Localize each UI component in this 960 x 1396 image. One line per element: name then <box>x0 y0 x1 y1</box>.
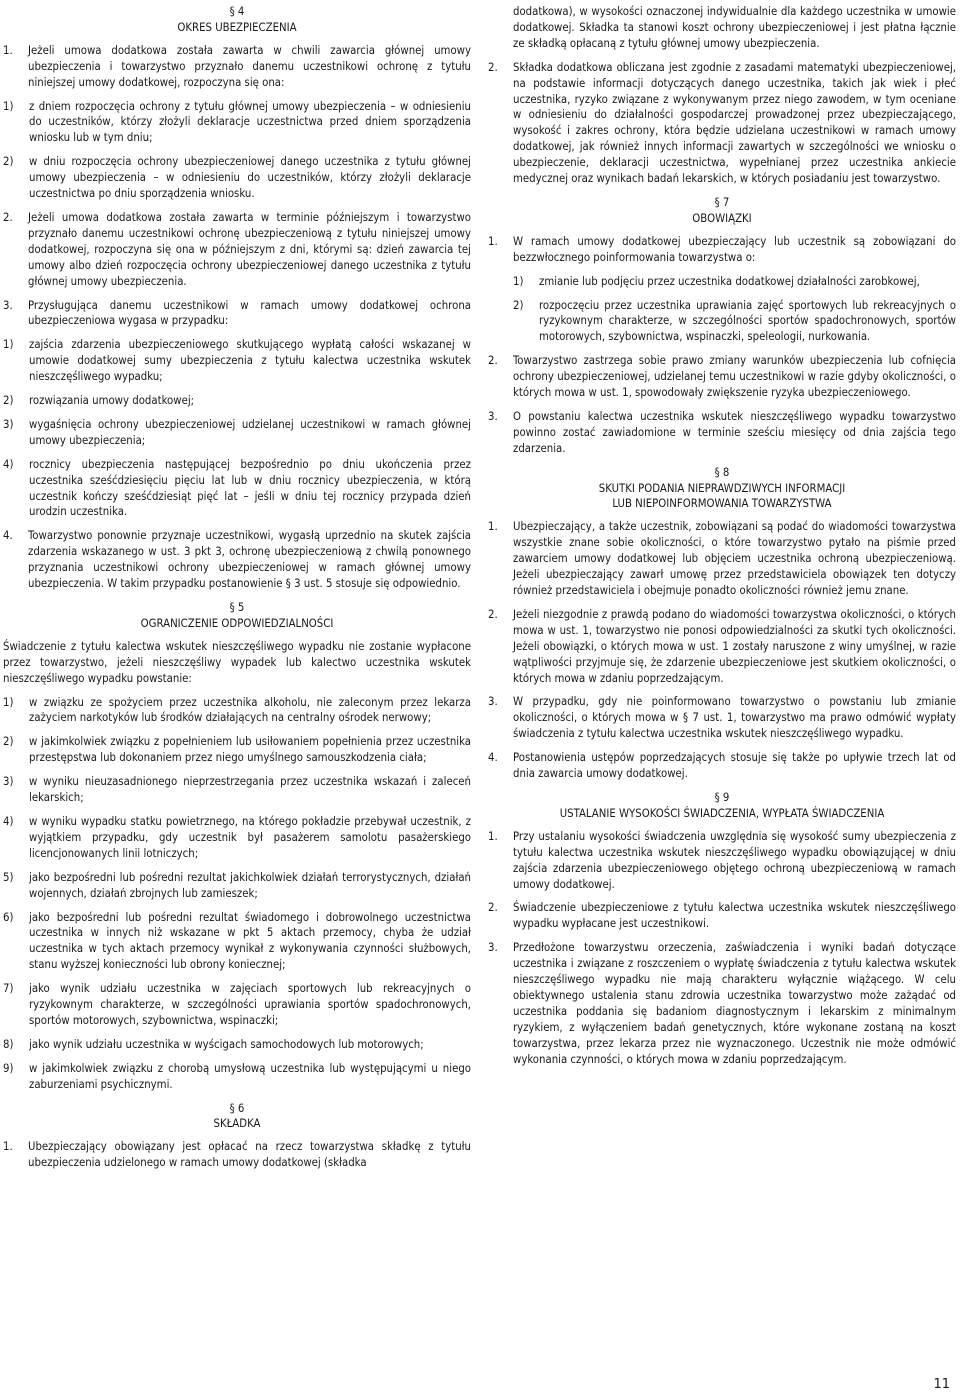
item-number: 8) <box>3 1037 14 1051</box>
page-number: 11 <box>933 1377 950 1392</box>
item-number: 2) <box>3 735 14 749</box>
paragraph-text: Ubezpieczający obowiązany jest opłacać na rzecz towarzystwa składkę z tytułu ubezpieczenia udzielonego w ramach umowy dodatkowej (składka <box>28 1140 471 1170</box>
section-title-line-2: LUB NIEPOINFORMOWANIA TOWARZYSTWA <box>612 497 832 511</box>
paragraph-number: 1. <box>488 234 498 248</box>
paragraph-number: 1. <box>3 1140 13 1154</box>
section-number: § 7 <box>714 195 730 209</box>
item-text: jako wynik udziału uczestnika w zajęciach sportowych lub rekreacyjnych o ryzykownym charakterze, w szczególności uprawiania sportów spadochronowych, sportów motorowych, szybownictwa, wspinaczki; <box>29 982 471 1027</box>
section-title: SKUTKI PODANIA NIEPRAWDZIWYCH INFORMACJI <box>598 481 846 495</box>
s6-paragraph-2 <box>488 60 956 187</box>
item-text: rozpoczęciu przez uczestnika uprawiania zajęć sportowych lub rekreacyjnych o ryzykownym charakterze, w szczególności sportów spadochronowych, sportów motorowych, szybownictwa, wspinaczki, speleologii, nurkowania. <box>539 298 956 344</box>
paragraph-number: 3. <box>488 409 498 423</box>
section-number: § 9 <box>714 790 730 804</box>
paragraph-text: Postanowienia ustępów poprzedzających stosuje się także po upływie trzech lat od dnia zawarcia umowy dodatkowej. <box>513 751 956 781</box>
section-title: SKŁADKA <box>213 1117 261 1131</box>
paragraph-text: O powstaniu kalectwa uczestnika wskutek nieszczęśliwego wypadku towarzystwo powinno zostać zawiadomione w terminie sześciu miesięcy od dnia zajścia tego zdarzenia. <box>513 409 956 455</box>
paragraph-number: 1. <box>488 829 498 843</box>
paragraph-number: 2. <box>488 60 498 74</box>
s6-paragraph-1-continued <box>488 4 956 52</box>
s7-paragraph-3 <box>488 409 956 457</box>
paragraph-text: Składka dodatkowa obliczana jest zgodnie z zasadami matematyki ubezpieczeniowej, na podstawie informacji dotyczących danego uczestnika, takich jak wiek i płeć uczestnika, ryzyko związane z wykonywanym przez niego zawodem, w tym oceniane w odniesieniu do działalności gospodarczej prowadzonej przez ubezpieczającego, wysokość i zakres ochrony, która będzie udzielana uczestnikowi w ramach umowy dodatkowej, jak również innych informacji zawartych w szczególności we wniosku o ubezpieczenie, deklaracji uczestnictwa, wypełnianej przez uczestnika ankiecie medycznej oraz wynikach badań lekarskich, w których posiadaniu jest towarzystwo. <box>513 60 956 186</box>
list-item <box>3 981 471 1029</box>
list-item <box>3 814 471 862</box>
s9-paragraph-1 <box>488 829 956 893</box>
paragraph-number: 2. <box>488 607 498 621</box>
s8-paragraph-1 <box>488 519 956 599</box>
s4-p3-list <box>3 337 471 520</box>
list-item <box>3 774 471 806</box>
s5-list <box>3 695 471 1093</box>
list-item <box>513 274 956 290</box>
paragraph-number: 3. <box>3 298 13 312</box>
s7-paragraph-2 <box>488 353 956 401</box>
section-5-heading <box>3 600 471 632</box>
s8-paragraph-4 <box>488 750 956 782</box>
paragraph-number: 2. <box>488 901 498 915</box>
paragraph-number: 4. <box>488 751 498 765</box>
item-number: 1) <box>3 695 14 709</box>
item-text: rocznicy ubezpieczenia następującej bezpośrednio po dniu ukończenia przez uczestnika sześćdziesięciu pięciu lat lub w dniu rocznicy ubezpieczenia, w którą uczestnik kończy sześćdziesiąt pięć lat – jeśli w dniu tej rocznicy przypada dzień urodzin uczestnika. <box>29 457 471 519</box>
paragraph-number: 3. <box>488 941 498 955</box>
item-text: w związku ze spożyciem przez uczestnika alkoholu, nie zaleconym przez lekarza zażyciem narkotyków lub środków działających na centralny ośrodek nerwowy; <box>29 695 471 725</box>
section-7-heading <box>488 195 956 227</box>
paragraph-number: 3. <box>488 695 498 709</box>
item-number: 1) <box>513 274 524 288</box>
section-4-heading <box>3 4 471 36</box>
s4-paragraph-3 <box>3 298 471 521</box>
item-number: 3) <box>3 775 14 789</box>
list-item <box>3 99 471 147</box>
section-number: § 8 <box>714 465 730 479</box>
paragraph-text: Ubezpieczający, a także uczestnik, zobowiązani są podać do wiadomości towarzystwa wszystkie znane sobie okoliczności, o które towarzystwo pytało na piśmie przed zawarciem umowy dodatkowej lub objęciem uczestnika ochroną ubezpieczeniową. Jeżeli ubezpieczający zawarł umowę przez przedstawiciela obowiązek ten dotyczy również przedstawiciela i obejmuje ponadto okoliczności również jemu znane. <box>513 520 956 597</box>
item-number: 4) <box>3 814 14 828</box>
left-column <box>3 4 471 1179</box>
paragraph-text: Jeżeli umowa dodatkowa została zawarta w terminie późniejszym i towarzystwo przyznało danemu uczestnikowi ochronę ubezpieczeniową z tytułu niniejszej umowy dodatkowej, rozpoczyna się ona w późniejszym z dni, którymi są: dzień zawarcia tej umowy albo dzień rozpoczęcia ochrony ubezpieczeniowej danego uczestnika z tytułu głównej umowy ubezpieczenia. <box>28 210 471 288</box>
s7-p1-list <box>513 274 956 346</box>
list-item <box>3 337 471 385</box>
paragraph-text: Towarzystwo zastrzega sobie prawo zmiany warunków ubezpieczenia lub cofnięcia ochrony ubezpieczeniowej, udzielanej temu uczestnikowi w razie gdyby okoliczności, o których mowa w ust. 1, spowodowały zwiększenie ryzyka ubezpieczeniowego. <box>513 354 956 400</box>
section-9-heading <box>488 790 956 822</box>
paragraph-number: 4. <box>3 529 13 543</box>
item-text: w dniu rozpoczęcia ochrony ubezpieczeniowej danego uczestnika z tytułu głównej umowy ubezpieczenia – w odniesieniu do uczestników, którzy złożyli deklaracje uczestnictwa po dniu sporządzenia wniosku. <box>29 155 471 201</box>
list-item <box>3 1061 471 1093</box>
s4-paragraph-1 <box>3 43 471 202</box>
section-title: USTALANIE WYSOKOŚCI ŚWIADCZENIA, WYPŁATA ŚWIADCZENIA <box>559 806 885 820</box>
item-number: 7) <box>3 982 14 996</box>
list-item <box>3 870 471 902</box>
list-item <box>3 393 471 409</box>
paragraph-text: W ramach umowy dodatkowej ubezpieczający lub uczestnik są zobowiązani do bezzwłocznego poinformowania towarzystwa o: <box>513 234 956 264</box>
list-item <box>3 417 471 449</box>
paragraph-text: dodatkowa), w wysokości oznaczonej indywidualnie dla każdego uczestnika w umowie dodatkowej. Składka ta stanowi koszt ochrony ubezpieczeniowej i jest płatna łącznie ze składką opłacaną z tytułu głównej umowy ubezpieczenia. <box>513 5 956 50</box>
section-title: OBOWIĄZKI <box>692 211 752 225</box>
paragraph-number: 2. <box>488 354 498 368</box>
section-number: § 5 <box>229 601 245 614</box>
paragraph-number: 1. <box>3 43 13 57</box>
list-item <box>3 154 471 202</box>
item-text: zmianie lub podjęciu przez uczestnika dodatkowej działalności zarobkowej, <box>539 274 920 288</box>
section-6-heading <box>3 1101 471 1133</box>
s9-paragraph-2 <box>488 900 956 932</box>
item-text: jako bezpośredni lub pośredni rezultat jakichkolwiek działań terrorystycznych, działań wojennych, działań zbrojnych lub zamieszek; <box>29 870 471 900</box>
section-title: OGRANICZENIE ODPOWIEDZIALNOŚCI <box>140 616 334 630</box>
paragraph-number: 2. <box>3 210 13 224</box>
item-text: zajścia zdarzenia ubezpieczeniowego skutkującego wypłatą całości wskazanej w umowie dodatkowej sumy ubezpieczenia z tytułu kalectwa uczestnika wskutek nieszczęśliwego wypadku; <box>29 338 471 384</box>
item-text: rozwiązania umowy dodatkowej; <box>29 394 195 408</box>
item-number: 3) <box>3 417 14 431</box>
item-number: 1) <box>3 338 14 352</box>
item-text: z dniem rozpoczęcia ochrony z tytułu głównej umowy ubezpieczenia – w odniesieniu do uczestników, którzy złożyli deklaracje uczestnictwa przed dniem sporządzenia wniosku lub w tym dniu; <box>29 99 471 145</box>
item-text: jako bezpośredni lub pośredni rezultat świadomego i dobrowolnego uczestnictwa uczestnika w innych niż wskazane w pkt 5 aktach przemocy, chyba że udział uczestnika w tych aktach przemocy wynikał z wykonywania czynności służbowych, stanu wyższej konieczności lub obrony koniecznej; <box>29 910 471 972</box>
paragraph-text: Jeżeli niezgodnie z prawdą podano do wiadomości towarzystwa okoliczności, o których mowa w ust. 1, towarzystwo nie ponosi odpowiedzialności za skutki tych okoliczności. Jeżeli obowiązki, o których mowa w ust. 1 zostały naruszone z winy umyślnej, w razie wątpliwości przyjmuje się, że zdarzenie ubezpieczeniowe jest skutkiem okoliczności, o których mowa w zdaniu poprzedzającym. <box>513 607 956 685</box>
item-number: 5) <box>3 870 14 884</box>
item-text: w wyniku nieuzasadnionego nieprzestrzegania przez uczestnika wskazań i zaleceń lekarskich; <box>29 775 471 805</box>
s5-intro: Świadczenie z tytułu kalectwa wskutek nieszczęśliwego wypadku nie zostanie wypłacone przez towarzystwo, jeżeli nieszczęśliwy wypadek lub kalectwo uczestnika wskutek nieszczęśliwego wypadku powstanie: <box>3 639 471 685</box>
s7-paragraph-1 <box>488 234 956 345</box>
paragraph-text: Towarzystwo ponownie przyznaje uczestnikowi, wygasłą uprzednio na skutek zajścia zdarzenia wskazanego w ust. 3 pkt 3, ochronę ubezpieczeniową z chwilą ponownego przyznania uczestnikowi ochrony ubezpieczeniowej w ramach głównej umowy ubezpieczenia. W takim przypadku postanowienie § 3 ust. 5 stosuje się odpowiednio. <box>28 529 471 591</box>
item-number: 2) <box>3 394 14 408</box>
s4-paragraph-2 <box>3 210 471 290</box>
section-number: § 6 <box>229 1101 245 1115</box>
item-number: 2) <box>513 298 524 312</box>
paragraph-text: Jeżeli umowa dodatkowa została zawarta w chwili zawarcia głównej umowy ubezpieczenia i towarzystwo przyznało danemu uczestnikowi ochronę z tytułu niniejszej umowy dodatkowej, rozpoczyna się ona: <box>28 43 471 89</box>
paragraph-text: Przy ustalaniu wysokości świadczenia uwzględnia się wysokość sumy ubezpieczenia z tytułu kalectwa uczestnika wskutek nieszczęśliwego wypadku obowiązującej w dniu zajścia zdarzenia ubezpieczeniowego objętego ochroną ubezpieczeniową w ramach umowy dodatkowej. <box>513 829 956 891</box>
s4-paragraph-4 <box>3 528 471 592</box>
item-number: 2) <box>3 155 14 169</box>
paragraph-number: 1. <box>488 520 498 534</box>
list-item <box>3 1037 471 1053</box>
list-item <box>3 695 471 727</box>
paragraph-text: Przedłożone towarzystwu orzeczenia, zaświadczenia i wyniki badań dotyczące uczestnika i związane z roszczeniem o wypłatę świadczenia z tytułu kalectwa wskutek nieszczęśliwego wypadku nie mają charakteru wyłącznie wiążącego. W celu obiektywnego ustalenia stanu zdrowia uczestnika towarzystwo może zażądać od uczestnika poddania się badaniom diagnostycznym i lekarskim z minimalnym ryzykiem, z wyłączeniem badań genetycznych, które wykonane zostaną na koszt towarzystwa, przez lekarza przez nie wyznaczonego. Uczestnik nie może odmówić wykonania czynności, o których mowa w zdaniu poprzedzającym. <box>513 941 956 1066</box>
item-number: 1) <box>3 99 14 113</box>
paragraph-text: W przypadku, gdy nie poinformowano towarzystwo o powstaniu lub zmianie okoliczności, o których mowa w § 7 ust. 1, towarzystwo ma prawo odmówić wypłaty świadczenia z tytułu kalectwa uczestnika wskutek nieszczęśliwego wypadku. <box>513 695 956 741</box>
list-item <box>513 298 956 346</box>
item-text: w jakimkolwiek związku z popełnieniem lub usiłowaniem popełnienia przez uczestnika przestępstwa lub dokonaniem przez niego umyślnego samouszkodzenia ciała; <box>29 735 471 765</box>
list-item <box>3 910 471 974</box>
section-title: OKRES UBEZPIECZENIA <box>177 20 297 34</box>
s4-p1-list <box>3 99 471 202</box>
s9-paragraph-3 <box>488 940 956 1067</box>
paragraph-text: Przysługująca danemu uczestnikowi w ramach umowy dodatkowej ochrona ubezpieczeniowa wygasa w przypadku: <box>28 298 471 328</box>
paragraph-text: Świadczenie ubezpieczeniowe z tytułu kalectwa uczestnika wskutek nieszczęśliwego wypadku wypłacane jest uczestnikowi. <box>513 901 956 931</box>
item-number: 9) <box>3 1061 14 1075</box>
section-8-heading <box>488 465 956 513</box>
s8-paragraph-3 <box>488 694 956 742</box>
s6-paragraph-1 <box>3 1139 471 1171</box>
item-text: jako wynik udziału uczestnika w wyścigach samochodowych lub motorowych; <box>29 1037 424 1051</box>
s8-paragraph-2 <box>488 607 956 687</box>
item-text: wygaśnięcia ochrony ubezpieczeniowej udzielanej uczestnikowi w ramach głównej umowy ubezpieczenia; <box>29 417 471 447</box>
list-item <box>3 734 471 766</box>
section-number: § 4 <box>229 5 245 18</box>
list-item <box>3 457 471 521</box>
item-number: 4) <box>3 457 14 471</box>
item-text: w wyniku wypadku statku powietrznego, na którego pokładzie przebywał uczestnik, z wyjątkiem przypadku, gdy uczestnik był pasażerem samolotu pasażerskiego licencjonowanych linii lotniczych; <box>29 814 471 860</box>
item-text: w jakimkolwiek związku z chorobą umysłową uczestnika lub występującymi u niego zaburzeniami psychicznymi. <box>29 1061 471 1091</box>
right-column <box>488 4 956 1075</box>
item-number: 6) <box>3 910 14 924</box>
